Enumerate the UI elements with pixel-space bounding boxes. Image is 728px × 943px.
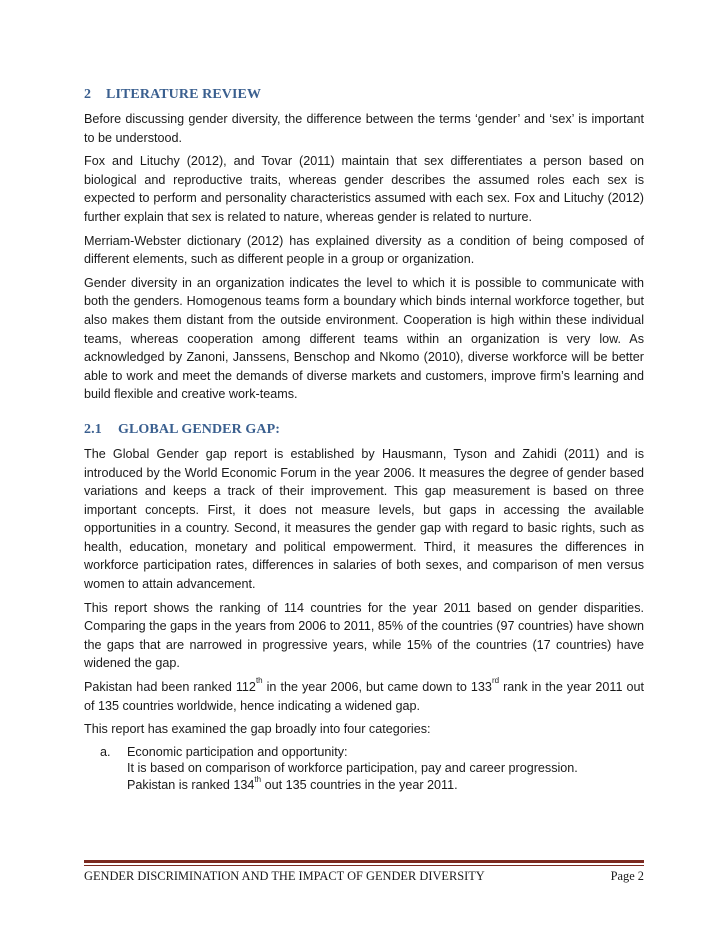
page-footer xyxy=(84,869,644,884)
category-list xyxy=(100,744,644,794)
paragraph: Before discussing gender diversity, the difference between the terms ‘gender’ and ‘sex’ is important to be understood. xyxy=(84,112,644,145)
paragraph: This report shows the ranking of 114 countries for the year 2011 based on gender disparities. Comparing the gaps in the years from 2006 to 2011, 85% of the countries (97 countries) have shown the gaps that are narrowed in progressive years, while 15% of the countries (17 countries) have widened the gap. xyxy=(84,600,644,671)
section-title: LITERATURE REVIEW xyxy=(106,87,262,102)
page-number: Page 2 xyxy=(610,869,644,883)
section-number: 2.1 xyxy=(84,421,102,437)
section-heading-literature-review xyxy=(84,86,644,104)
section-title: GLOBAL GENDER GAP: xyxy=(118,421,281,437)
paragraph: Gender diversity in an organization indicates the level to which it is possible to communicate with both the genders. Homogenous teams form a boundary which binds internal workforce together, but also makes them distant from the outside environment. Cooperation is high within these individual teams, whereas cooperation among different teams within an organization is very low. As acknowledged by Zanoni, Janssens, Benschop and Nkomo (2010), diverse workforce will be better able to work and meet the demands of diverse markets and customers, improve firm’s learning and build flexible and creative work-teams. xyxy=(84,275,644,402)
section-heading-global-gender-gap xyxy=(84,421,644,439)
section-number: 2 xyxy=(84,87,92,102)
paragraph: The Global Gender gap report is established by Hausmann, Tyson and Zahidi (2011) and is introduced by the World Economic Forum in the year 2006. It measures the degree of gender based variations and keeps a track of their improvement. This gap measurement is based on three important concepts. First, it does not measure levels, but gaps in accessing the available opportunities in a country. Second, it measures the gender gap with regard to basic rights, such as health, education, monetary and political empowerment. Third, it measures the differences in workforce participation rates, differences in salaries of both sexes, and comparison of men versus women to attain advancement. xyxy=(84,446,644,592)
list-item-detail: Pakistan is ranked 134th out 135 countries in the year 2011. xyxy=(127,775,458,792)
list-item-detail: It is based on comparison of workforce participation, pay and career progression. xyxy=(127,761,578,776)
paragraph: Merriam-Webster dictionary (2012) has explained diversity as a condition of being composed of different elements, such as different people in a group or organization. xyxy=(84,233,644,267)
paragraph: Fox and Lituchy (2012), and Tovar (2011) maintain that sex differentiates a person based on biological and reproductive traits, whereas gender describes the assumed roles each sex is expected to perform and personality characteristics assumed with each sex. Fox and Lituchy (2012) further explain that sex is related to nature, whereas gender is related to nurture. xyxy=(84,154,644,224)
document-page xyxy=(84,86,644,794)
footer-divider xyxy=(84,860,644,863)
list-item xyxy=(100,744,644,761)
paragraph-pakistan-rank: Pakistan had been ranked 112th in the year 2006, but came down to 133rd rank in the year 2011 out of 135 countries worldwide, hence indicating a widened gap. xyxy=(84,676,644,713)
paragraph: This report has examined the gap broadly into four categories: xyxy=(84,722,431,737)
footer-title: GENDER DISCRIMINATION AND THE IMPACT OF GENDER DIVERSITY xyxy=(84,869,485,883)
list-item-title: Economic participation and opportunity: xyxy=(127,744,348,759)
list-marker: a. xyxy=(100,744,111,759)
